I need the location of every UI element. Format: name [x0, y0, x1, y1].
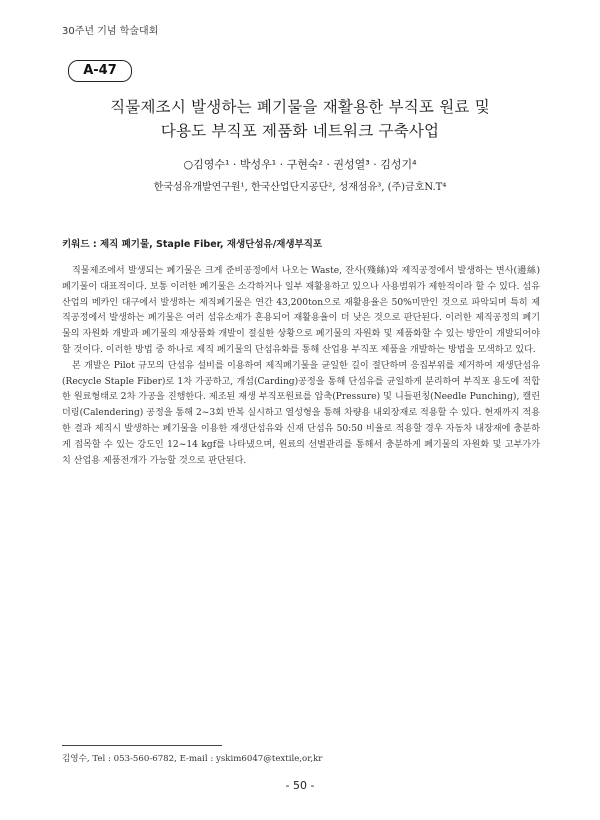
- page-number: - 50 -: [285, 779, 315, 792]
- paper-code-badge: A-47: [68, 60, 132, 82]
- contact-footnote: 김영수, Tel : 053-560-6782, E-mail : yskim6047@textile,or,kr: [62, 754, 323, 764]
- footnote-divider: [62, 745, 222, 746]
- paper-title-line-2: 다용도 부직포 제품화 네트워크 구축사업: [160, 122, 440, 140]
- abstract-paragraph-1: 직물제조에서 발생되는 폐기물은 크게 준비공정에서 나오는 Waste, 잔사(殘絲)와 제직공정에서 발생하는 변사(邊絲) 폐기물이 대표적이다. 보통 이러한 폐기물은 소각하거나 일부 재활용하고 있으나 사용범위가 제한적이라 할 수 있다. 섬유산업의 메카인 대구에서 발생하는 제직폐기물은 연간 43,200ton으로 재활용율은 50%미만인 것으로 파악되며 특히 제직공정에서 발생하는 폐기물은 여러 섬유소재가 혼용되어 재활용율이 더 낮은 것으로 판단된다. 이러한 제직공정의 폐기물의 자원화 개발과 폐기물의 재상품화 개발이 절실한 상황으로 폐기물의 자원화 및 제품화할 수 있는 방안이 개발되어야 할 것이다. 이러한 방법 중 하나로 제직 폐기물의 단섬유화를 통해 산업용 부직포 제품을 개발하는 방법을 모색하고 있다.: [62, 266, 540, 355]
- author-list: ○김영수¹ · 박성우¹ · 구현숙² · 권성열³ · 김성기⁴: [183, 158, 417, 171]
- paper-title-line-1: 직물제조시 발생하는 폐기물을 재활용한 부직포 원료 및: [110, 98, 490, 116]
- event-header: 30주년 기념 학술대회: [62, 26, 159, 37]
- affiliation-list: 한국섬유개발연구원¹, 한국산업단지공단², 성재섬유³, (주)금호N.T⁴: [153, 182, 447, 193]
- keywords-line: 키워드 : 제직 폐기물, Staple Fiber, 재생단섬유/재생부직포: [62, 239, 323, 250]
- abstract-paragraph-2: 본 개발은 Pilot 규모의 단섬유 설비를 이용하여 제직폐기물을 균일한 길이 절단하며 응집부위를 제거하여 재생단섬유(Recycle Staple Fiber)로 1차 가공하고, 개섬(Carding)공정을 통해 단섬유를 균일하게 분리하여 부직포 용도에 적합한 원료형태로 2차 가공을 진행한다. 제조된 재생 부직포원료를 압축(Pressure) 및 니들펀칭(Needle Punching), 캘린더링(Calendering) 공정을 통해 2~3회 반복 실시하고 열성형을 통해 차량용 내외장재로 적용할 수 있다. 현재까지 적용한 결과 제직시 발생하는 폐기물을 이용한 재생단섬유와 신재 단섬유 50:50 비율로 적용할 경우 자동차 내장재에 충분하게 접목할 수 있는 강도인 12~14 kgf를 나타냈으며, 원료의 선별관리를 통해서 충분하게 폐기물의 자원화 및 고부가가치 산업용 제품전개가 가능할 것으로 판단된다.: [62, 360, 540, 466]
- abstract-body: [62, 264, 540, 469]
